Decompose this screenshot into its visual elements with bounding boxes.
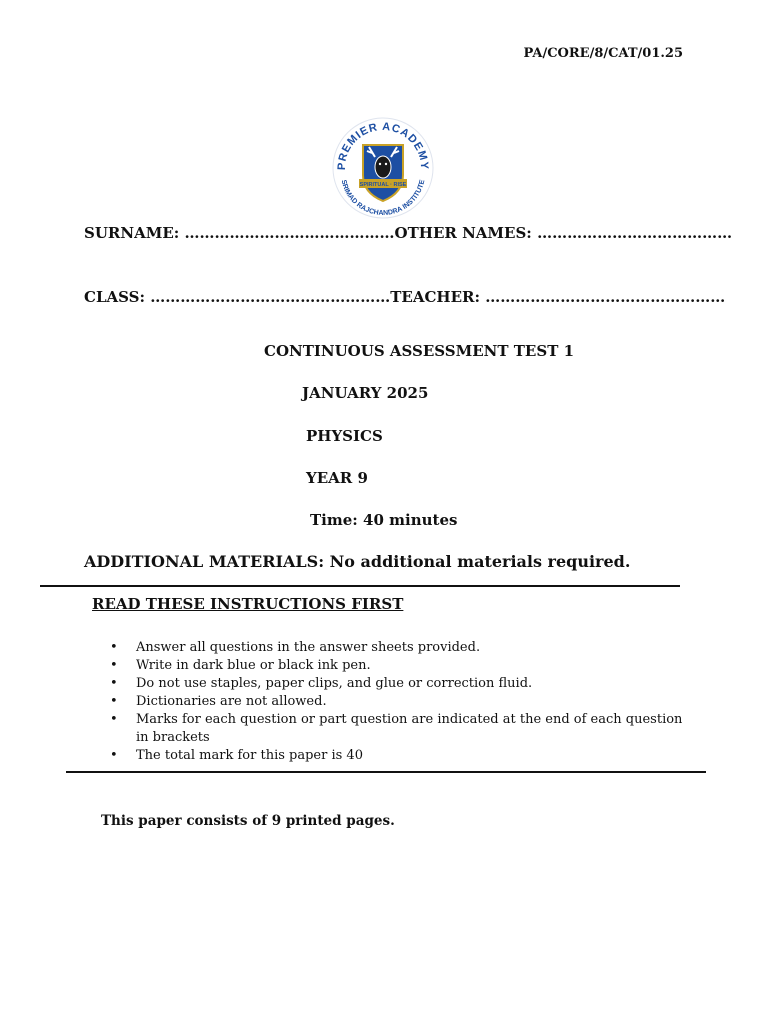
- bullet-icon: •: [110, 694, 118, 709]
- premier-academy-crest-icon: [329, 113, 437, 223]
- class-label: CLASS:: [84, 288, 145, 306]
- instructions-list: [110, 639, 685, 765]
- instruction-text: Do not use staples, paper clips, and glue or correction fluid.: [136, 676, 533, 691]
- class-field: [84, 288, 725, 306]
- instruction-item: [110, 693, 685, 711]
- document-code: PA/CORE/8/CAT/01.25: [523, 46, 683, 61]
- bullet-icon: •: [110, 712, 118, 727]
- instruction-text: The total mark for this paper is 40: [136, 748, 363, 763]
- bullet-icon: •: [110, 748, 118, 763]
- instruction-item: [110, 657, 685, 675]
- school-logo: [329, 113, 437, 223]
- page-count-note: This paper consists of 9 printed pages.: [101, 813, 395, 829]
- surname-blank: ……………………………………: [184, 224, 395, 242]
- other-names-blank: …………………………………: [537, 224, 733, 242]
- other-names-label: OTHER NAMES:: [394, 224, 532, 242]
- test-subject: PHYSICS: [306, 427, 383, 445]
- logo-top-text: PREMIER ACADEMY: [335, 120, 431, 171]
- instruction-text: Write in dark blue or black ink pen.: [136, 658, 371, 673]
- bullet-icon: •: [110, 658, 118, 673]
- instruction-item: [110, 747, 685, 765]
- instruction-text: Dictionaries are not allowed.: [136, 694, 327, 709]
- instructions-heading: READ THESE INSTRUCTIONS FIRST: [92, 595, 404, 613]
- test-time: Time: 40 minutes: [310, 511, 458, 529]
- logo-bottom-text: SRIMAD RAJCHANDRA INSTITUTE: [339, 179, 427, 218]
- instruction-text: Marks for each question or part question are indicated at the end of each question in brackets: [136, 712, 683, 745]
- bullet-icon: •: [110, 676, 118, 691]
- instruction-item: [110, 639, 685, 657]
- test-title: CONTINUOUS ASSESSMENT TEST 1: [264, 342, 575, 360]
- instruction-text: Answer all questions in the answer sheets provided.: [136, 640, 481, 655]
- test-date: JANUARY 2025: [302, 384, 429, 402]
- bullet-icon: •: [110, 640, 118, 655]
- instruction-item: [110, 675, 685, 693]
- teacher-label: TEACHER:: [390, 288, 481, 306]
- test-year: YEAR 9: [306, 469, 368, 487]
- surname-label: SURNAME:: [84, 224, 180, 242]
- instruction-item: [110, 711, 685, 747]
- teacher-blank: …………………………………………: [485, 288, 726, 306]
- additional-materials: ADDITIONAL MATERIALS: No additional materials required.: [84, 552, 631, 571]
- class-blank: …………………………………………: [150, 288, 391, 306]
- top-divider: [40, 585, 680, 587]
- logo-motto: SPIRITUAL · RISE: [359, 182, 407, 188]
- bottom-divider: [66, 771, 706, 773]
- surname-field: [84, 224, 732, 242]
